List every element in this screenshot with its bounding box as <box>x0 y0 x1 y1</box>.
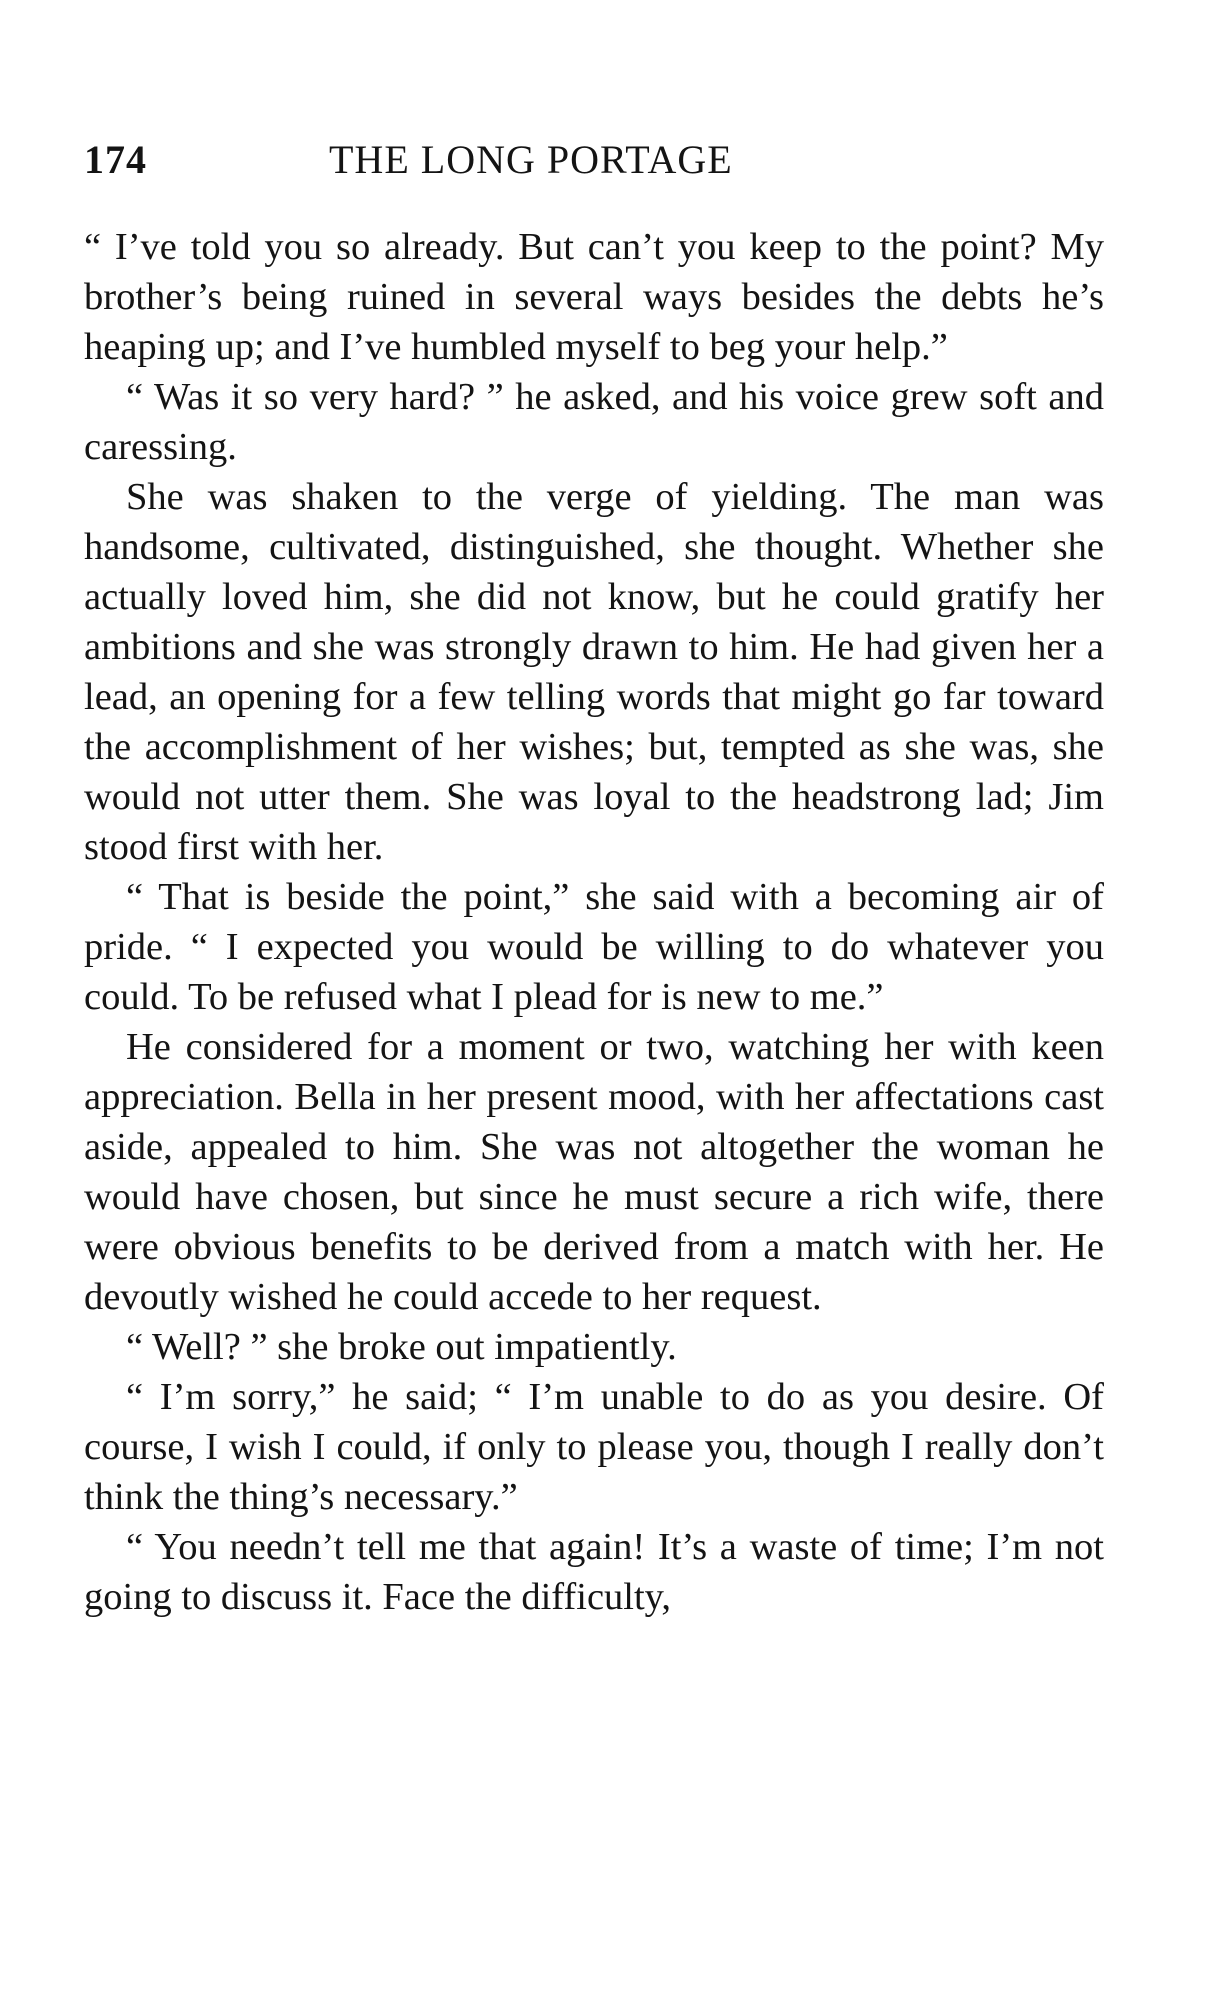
paragraph: “ That is beside the point,” she said with a becoming air of pride. “ I expected you would be willing to do whatever you could. To be refused what I plead for is new to me.” <box>84 876 1104 1018</box>
book-page <box>84 136 1104 1622</box>
paragraph: “ I’m sorry,” he said; “ I’m unable to do as you desire. Of course, I wish I could, if only to please you, though I really don’t think the thing’s necessary.” <box>84 1376 1104 1518</box>
page-header <box>84 136 1104 196</box>
paragraph: “ I’ve told you so already. But can’t you keep to the point? My brother’s being ruined in several ways besides the debts he’s heaping up; and I’ve humbled myself to beg your help.” <box>84 226 1104 368</box>
page-number: 174 <box>84 137 147 182</box>
paragraph: “ Well? ” she broke out impatiently. <box>126 1326 677 1368</box>
paragraph: She was shaken to the verge of yielding. The man was handsome, cultivated, distinguished, she thought. Whether she actually loved him, she did not know, but he could gratify her ambitions and she was strongly drawn to him. He had given her a lead, an opening for a few telling words that might go far toward the accomplishment of her wishes; but, tempted as she was, she would not utter them. She was loyal to the headstrong lad; Jim stood first with her. <box>84 476 1104 868</box>
paragraph: “ You needn’t tell me that again! It’s a waste of time; I’m not going to discuss it. Face the difficulty, <box>84 1526 1104 1618</box>
paragraph: He considered for a moment or two, watching her with keen appreciation. Bella in her present mood, with her affectations cast aside, appealed to him. She was not altogether the woman he would have chosen, but since he must secure a rich wife, there were obvious benefits to be derived from a match with her. He devoutly wished he could accede to her request. <box>84 1026 1104 1318</box>
body-text <box>84 222 1104 1622</box>
running-title: THE LONG PORTAGE <box>329 137 733 182</box>
paragraph: “ Was it so very hard? ” he asked, and his voice grew soft and caressing. <box>84 376 1104 468</box>
